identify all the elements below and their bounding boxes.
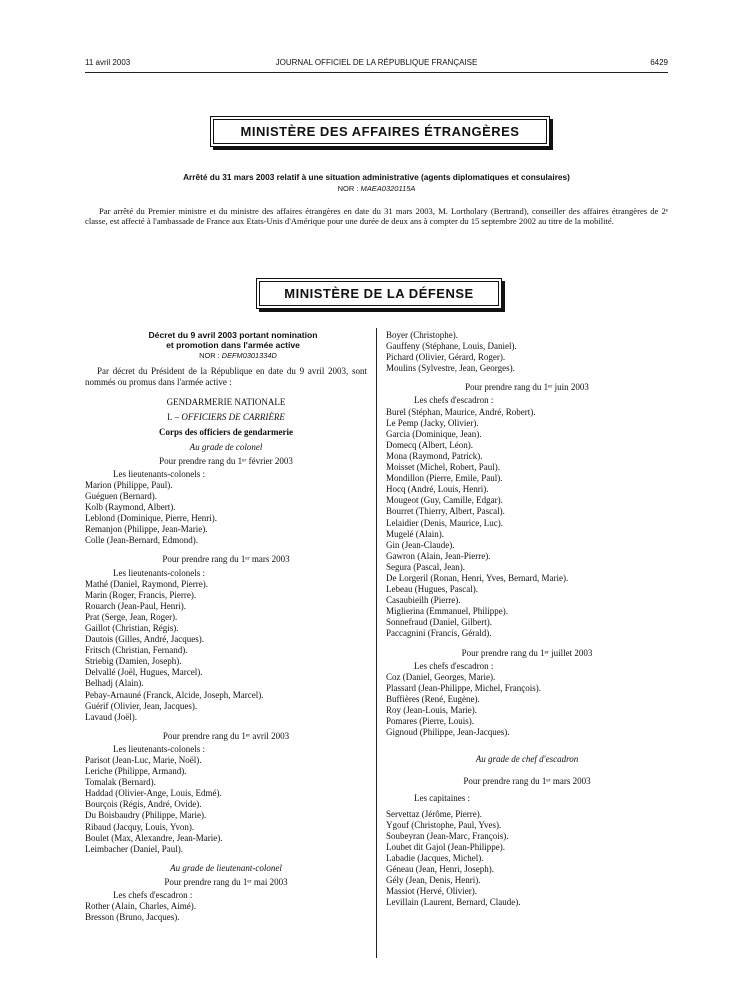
officer-name: Mugelé (Alain). xyxy=(386,528,444,539)
officer-name: Paccagnini (Francis, Gérald). xyxy=(386,628,492,639)
officer-name: Massiot (Hervé, Olivier). xyxy=(386,886,477,897)
officer-name: Bourçois (Régis, André, Ovide). xyxy=(85,799,202,810)
rank-heading: Les chefs d'escadron : xyxy=(113,890,193,901)
arrete-nor xyxy=(85,184,668,193)
officer-name: Rother (Alain, Charles, Aimé). xyxy=(85,901,196,912)
officer-name: De Lorgeril (Ronan, Henri, Yves, Bernard, Marie). xyxy=(386,572,569,583)
officer-name: Striebig (Damien, Joseph). xyxy=(85,656,182,667)
officer-name: Rouarch (Jean-Paul, Henri). xyxy=(85,600,186,611)
left-column xyxy=(85,330,367,923)
officers-heading xyxy=(85,412,367,423)
rang-heading: Pour prendre rang du 1ᵉʳ juillet 2003 xyxy=(461,647,593,658)
officer-name: Pichard (Olivier, Gérard, Roger). xyxy=(386,352,506,363)
officer-name: Ygouf (Christophe, Paul, Yves). xyxy=(386,819,502,830)
grade-chef-heading: Au grade de chef d'escadron xyxy=(475,754,579,765)
officer-name: Pomares (Pierre, Louis). xyxy=(386,716,474,727)
officer-name: Gély (Jean, Denis, Henri). xyxy=(386,875,481,886)
officer-name: Gignoud (Philippe, Jean-Jacques). xyxy=(386,727,510,738)
officer-name: Casaubieilh (Pierre). xyxy=(386,595,461,606)
officer-name: Roy (Jean-Louis, Marie). xyxy=(386,705,477,715)
ministry-foreign-affairs-box xyxy=(210,116,550,147)
officer-name: Du Boisbaudry (Philippe, Marie). xyxy=(85,810,207,821)
rank-heading: Les chefs d'escadron : xyxy=(414,395,494,406)
decret-title xyxy=(105,330,361,350)
officer-name: Leimbacher (Daniel, Paul). xyxy=(85,843,183,854)
rang-heading: Pour prendre rang du 1ᵉʳ mars 2003 xyxy=(463,776,591,787)
officer-name: Remanjon (Philippe, Jean-Marie). xyxy=(85,524,208,535)
officer-name: Ribaud (Jacquy, Louis, Yvon). xyxy=(85,821,195,832)
officer-name: Marion (Philippe, Paul). xyxy=(85,479,173,490)
officer-name: Domecq (Albert, Léon). xyxy=(386,439,473,450)
officer-name: Guéguen (Bernard). xyxy=(85,490,157,501)
officer-name: Leriche (Philippe, Armand). xyxy=(85,766,187,777)
decret-title-line-1: Décret du 9 avril 2003 portant nomination xyxy=(148,330,318,340)
rank-heading: Les lieutenants-colonels : xyxy=(113,468,205,479)
name-list xyxy=(85,480,367,547)
officer-name: Bresson (Bruno, Jacques). xyxy=(85,912,180,923)
rank-heading: Les capitaines : xyxy=(414,793,470,804)
officer-name: Mondillon (Pierre, Emile, Paul). xyxy=(386,473,503,484)
officer-name: Dautois (Gilles, André, Jacques). xyxy=(85,634,204,645)
officer-name: Labadie (Jacques, Michel). xyxy=(386,852,484,863)
officer-name: Levillain (Laurent, Bernard, Claude). xyxy=(386,897,521,908)
ministry-defense-title: MINISTÈRE DE LA DÉFENSE xyxy=(259,281,499,306)
officer-name: Loubet dit Gajol (Jean-Philippe). xyxy=(386,841,505,852)
officer-name: Leblond (Dominique, Pierre, Henri). xyxy=(85,513,217,524)
officer-name: Gauffeny (Stéphane, Louis, Daniel). xyxy=(386,341,517,352)
officer-name: Lelaidier (Denis, Maurice, Luc). xyxy=(386,517,503,528)
officer-name: Lebeau (Hugues, Pascal). xyxy=(386,584,478,595)
officer-name: Delvallé (Joël, Hugues, Marcel). xyxy=(85,667,203,678)
officer-name: Moisset (Michel, Robert, Paul). xyxy=(386,462,500,473)
officer-name: Buffières (René, Eugène). xyxy=(386,693,480,704)
corps-heading: Corps des officiers de gendarmerie xyxy=(159,427,293,438)
rang-heading: Pour prendre rang du 1ᵉʳ mai 2003 xyxy=(164,876,288,887)
officer-name: Burel (Stéphan, Maurice, André, Robert). xyxy=(386,406,536,417)
officer-name: Coz (Daniel, Georges, Marie). xyxy=(386,671,496,682)
officer-name: Mathé (Daniel, Raymond, Pierre). xyxy=(85,578,208,589)
decret-nor-code: DEFM0301334D xyxy=(221,351,277,360)
officer-name: Géneau (Jean, Henri, Joseph). xyxy=(386,864,494,875)
officer-name: Miglierina (Emmanuel, Philippe). xyxy=(386,606,508,617)
rank-heading: Les lieutenants-colonels : xyxy=(113,567,205,578)
rank-heading: Les lieutenants-colonels : xyxy=(113,743,205,754)
officer-name: Moulins (Sylvestre, Jean, Georges). xyxy=(386,363,515,374)
grade-ltcol-heading: Au grade de lieutenant-colonel xyxy=(170,862,282,873)
officer-name: Guérif (Olivier, Jean, Jacques). xyxy=(85,700,198,711)
officer-name: Soubeyran (Jean-Marc, François). xyxy=(386,830,509,841)
officer-name: Le Pemp (Jacky, Olivier). xyxy=(386,417,479,428)
column-divider xyxy=(376,328,377,958)
header-rule xyxy=(85,72,668,73)
decret-title-line-2: et promotion dans l'armée active xyxy=(166,340,300,350)
arrete-nor-code: MAEA0320115A xyxy=(360,184,416,193)
officer-name: Fritsch (Christian, Fernand). xyxy=(85,645,188,656)
officer-name: Belhadj (Alain). xyxy=(85,678,144,689)
officer-name: Gaillot (Christian, Régis). xyxy=(85,622,179,633)
arrete-title: Arrêté du 31 mars 2003 relatif à une situation administrative (agents diplomatiques et consulaires) xyxy=(183,172,570,182)
officer-name: Hocq (André, Louis, Henri). xyxy=(386,484,489,495)
officer-name: Mougeot (Guy, Camille, Edgar). xyxy=(386,495,503,506)
arrete-body: Par arrêté du Premier ministre et du ministre des affaires étrangères en date du 31 mars 2003, M. Lortholary (Bertrand), conseiller des affaires étrangères de 2ᵉ classe, est affecté à l'ambassade de France aux Etats-Unis d'Amérique pour une durée de deux ans à compter du 15 septembre 2002 au titre de la mobilité. xyxy=(85,206,668,227)
arrete-nor-label: NOR : xyxy=(337,184,359,193)
officer-name: Segura (Pascal, Jean). xyxy=(386,561,465,572)
officer-name: Mona (Raymond, Patrick). xyxy=(386,450,483,461)
officer-name: Tomalak (Bernard). xyxy=(85,777,156,788)
ministry-foreign-affairs-title: MINISTÈRE DES AFFAIRES ÉTRANGÈRES xyxy=(213,119,547,144)
journal-title: JOURNAL OFFICIEL DE LA RÉPUBLIQUE FRANÇAISE xyxy=(275,58,478,67)
officer-name: Parisot (Jean-Luc, Marie, Noël). xyxy=(85,755,202,765)
name-list xyxy=(386,407,668,640)
gendarmerie-heading: GENDARMERIE NATIONALE xyxy=(166,397,286,408)
grade-colonel-heading: Au grade de colonel xyxy=(189,441,263,452)
officer-name: Gawron (Alain, Jean-Pierre). xyxy=(386,550,491,561)
name-list xyxy=(386,809,668,909)
issue-date: 11 avril 2003 xyxy=(85,58,131,67)
officer-name: Haddad (Olivier-Ange, Louis, Edmé). xyxy=(85,788,222,799)
decret-intro: Par décret du Président de la République en date du 9 avril 2003, sont nommés ou promus dans l'armée active : xyxy=(85,366,367,388)
officer-name: Prat (Serge, Jean, Roger). xyxy=(85,611,178,622)
right-column xyxy=(386,330,668,908)
officers-label: OFFICIERS DE CARRIÈRE xyxy=(181,412,285,423)
officers-number: I. – xyxy=(167,412,180,423)
rank-heading: Les chefs d'escadron : xyxy=(414,660,494,671)
officer-name: Gin (Jean-Claude). xyxy=(386,539,455,550)
officer-name: Colle (Jean-Bernard, Edmond). xyxy=(85,535,198,546)
officer-name: Boulet (Max, Alexandre, Jean-Marie). xyxy=(85,832,223,843)
name-list xyxy=(85,901,367,923)
page-number: 6429 xyxy=(650,58,668,67)
name-list xyxy=(85,579,367,723)
rang-heading: Pour prendre rang du 1ᵉʳ mars 2003 xyxy=(162,554,290,565)
officer-name: Marin (Roger, Francis, Pierre). xyxy=(85,589,197,600)
officer-name: Kolb (Raymond, Albert). xyxy=(85,502,176,513)
rang-heading: Pour prendre rang du 1ᵉʳ juin 2003 xyxy=(465,382,589,393)
officer-name: Lavaud (Joël). xyxy=(85,711,137,722)
officer-name: Plassard (Jean-Philippe, Michel, François). xyxy=(386,682,541,693)
ministry-defense-box xyxy=(256,278,502,309)
rang-heading: Pour prendre rang du 1ᵉʳ avril 2003 xyxy=(162,730,290,741)
officer-name: Pebay-Arnauné (Franck, Alcide, Joseph, Marcel). xyxy=(85,689,264,700)
decret-nor-label: NOR : xyxy=(199,351,220,360)
name-list xyxy=(386,330,668,374)
officer-name: Garcia (Dominique, Jean). xyxy=(386,428,482,439)
officer-name: Sonnefraud (Daniel, Gilbert). xyxy=(386,617,492,628)
officer-name: Bourret (Thierry, Albert, Pascal). xyxy=(386,506,505,517)
rang-heading: Pour prendre rang du 1ᵉʳ février 2003 xyxy=(159,455,293,466)
name-list xyxy=(386,672,668,739)
decret-nor xyxy=(109,350,367,361)
name-list xyxy=(85,755,367,855)
officer-name: Boyer (Christophe). xyxy=(386,330,458,340)
officer-name: Servettaz (Jérôme, Pierre). xyxy=(386,808,482,819)
